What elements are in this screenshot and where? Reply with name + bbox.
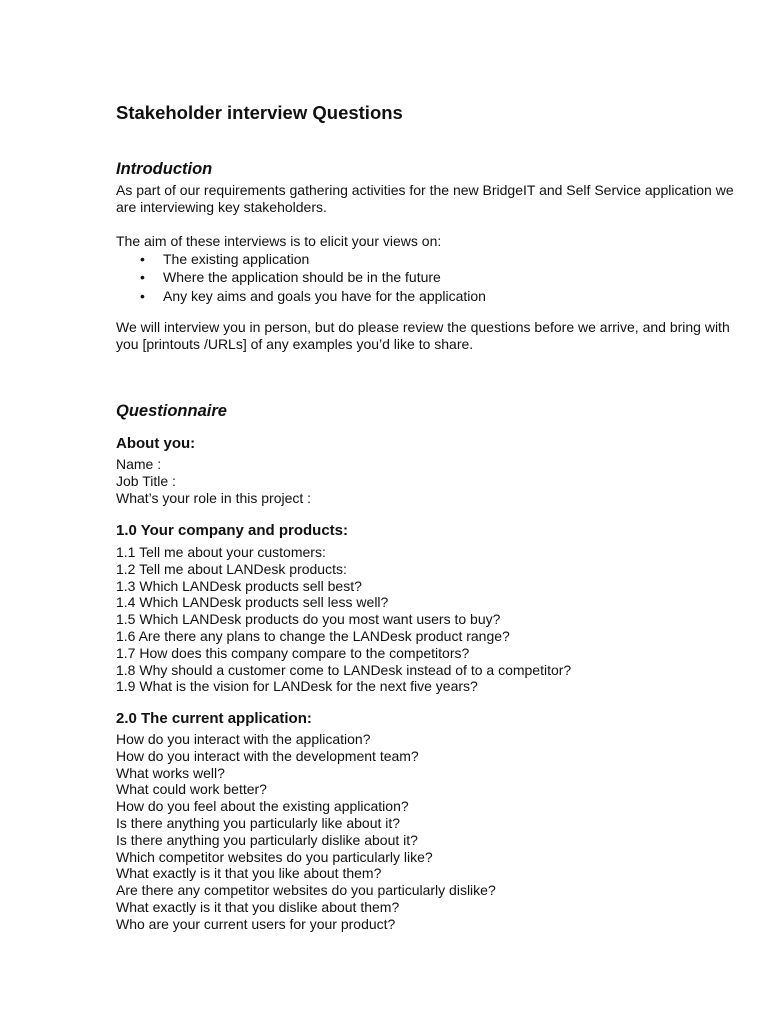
- list-item: Job Title :: [116, 472, 176, 489]
- bullet-text: Any key aims and goals you have for the application: [163, 287, 486, 304]
- list-item: Which competitor websites do you particularly like?: [116, 848, 433, 865]
- bullet-text: The existing application: [163, 251, 310, 267]
- list-item: What could work better?: [116, 781, 267, 798]
- list-item: 1.3 Which LANDesk products sell best?: [116, 577, 362, 594]
- list-item: 1.7 How does this company compare to the competitors?: [116, 644, 470, 661]
- list-item: 1.9 What is the vision for LANDesk for the next five years?: [116, 678, 478, 695]
- current-application-heading: 2.0 The current application:: [116, 710, 312, 727]
- bullet-icon: •: [140, 269, 145, 286]
- bullet-item: [116, 268, 486, 286]
- list-item: What exactly is it that you like about them?: [116, 865, 382, 882]
- aim-intro-paragraph: [116, 233, 736, 250]
- company-products-heading: 1.0 Your company and products:: [116, 522, 348, 539]
- bullet-item: [116, 287, 486, 305]
- list-item: Are there any competitor websites do you particularly dislike?: [116, 882, 496, 899]
- list-item: 1.2 Tell me about LANDesk products:: [116, 560, 347, 577]
- list-item: Who are your current users for your product?: [116, 915, 396, 932]
- list-item: 1.1 Tell me about your customers:: [116, 544, 326, 560]
- list-item: How do you interact with the development team?: [116, 747, 419, 764]
- list-item: 1.8 Why should a customer come to LANDesk instead of to a competitor?: [116, 661, 572, 678]
- list-item: How do you feel about the existing application?: [116, 798, 409, 815]
- list-item: What exactly is it that you dislike about them?: [116, 898, 400, 915]
- aim-intro-text: The aim of these interviews is to elicit your views on:: [116, 233, 442, 249]
- current-application-list: [116, 731, 496, 933]
- bullet-icon: •: [140, 251, 145, 267]
- introduction-heading: Introduction: [116, 160, 213, 178]
- introduction-paragraph: [116, 182, 736, 216]
- questionnaire-heading: Questionnaire: [116, 402, 227, 420]
- list-item: Is there anything you particularly dislike about it?: [116, 831, 418, 848]
- document-title: Stakeholder interview Questions: [116, 102, 403, 123]
- about-you-list: [116, 456, 311, 506]
- list-item: What works well?: [116, 764, 225, 781]
- list-item: What’s your role in this project :: [116, 489, 312, 506]
- list-item: Is there anything you particularly like about it?: [116, 814, 401, 831]
- intro-text: As part of our requirements gathering activities for the new BridgeIT and Self Service application we are interviewing key stakeholders.: [116, 182, 734, 215]
- bullet-icon: •: [140, 287, 145, 304]
- bullet-text: Where the application should be in the future: [163, 269, 441, 286]
- list-item: Name :: [116, 456, 162, 472]
- list-item: 1.5 Which LANDesk products do you most want users to buy?: [116, 611, 501, 628]
- list-item: 1.6 Are there any plans to change the LANDesk product range?: [116, 627, 510, 644]
- interview-paragraph: [116, 319, 736, 353]
- list-item: How do you interact with the application?: [116, 731, 371, 747]
- aim-bullet-list: [116, 250, 486, 305]
- interview-text: We will interview you in person, but do please review the questions before we arrive, and bring with you [printouts /URLs] of any examples you’d like to share.: [116, 319, 730, 352]
- bullet-item: [116, 250, 486, 268]
- list-item: 1.4 Which LANDesk products sell less well?: [116, 594, 389, 611]
- company-products-list: [116, 544, 571, 695]
- about-you-heading: About you:: [116, 435, 196, 452]
